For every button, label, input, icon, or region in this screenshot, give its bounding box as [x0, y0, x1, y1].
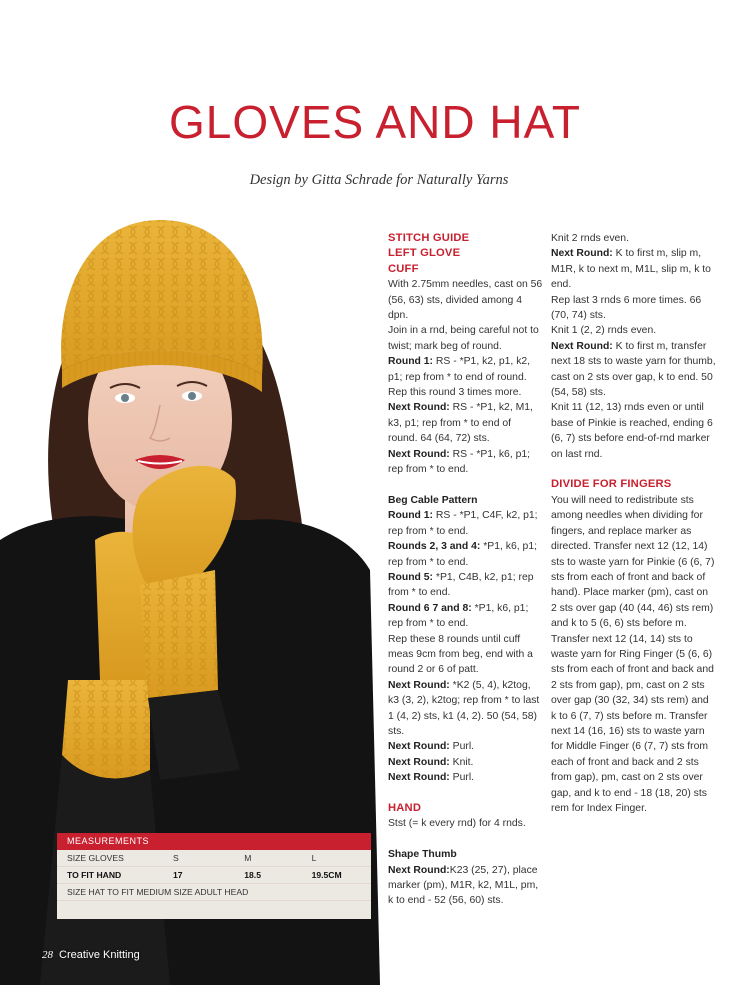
instruction-paragraph — [388, 570, 543, 601]
table-cell: 17 — [172, 870, 183, 880]
instruction-text: Knit 2 rnds even. — [551, 233, 629, 244]
instruction-paragraph — [551, 246, 716, 292]
instruction-paragraph — [551, 400, 716, 462]
round-label: Next Round: — [388, 864, 450, 876]
subsection-heading: Shape Thumb — [388, 849, 457, 861]
spacer — [388, 478, 543, 493]
spacer — [388, 786, 543, 801]
subsection-heading: Beg Cable Pattern — [388, 494, 478, 506]
spacer — [388, 832, 543, 847]
instruction-paragraph — [388, 739, 543, 754]
round-label: Next Round: — [388, 448, 450, 460]
instruction-text: *P1, k6, p1; rep from * to end. — [388, 541, 537, 568]
round-label: Next Round: — [388, 741, 450, 753]
instruction-paragraph — [388, 400, 543, 446]
round-label: Next Round: — [551, 340, 613, 352]
instruction-text: *P1, k6, p1; rep from * to end. — [388, 602, 529, 630]
round-label: Next Round: — [388, 402, 450, 414]
section-heading: DIVIDE FOR FINGERS — [551, 478, 672, 491]
table-cell: SIZE HAT TO FIT MEDIUM SIZE ADULT HEAD — [67, 887, 249, 897]
table-row — [57, 884, 371, 901]
round-label: Next Round: — [388, 772, 450, 784]
round-label: Round 1: — [388, 356, 434, 368]
instruction-paragraph — [388, 277, 543, 323]
round-label: Next Round: — [551, 248, 613, 260]
measurements-table — [57, 833, 371, 919]
table-cell: TO FIT HAND — [67, 870, 122, 880]
instruction-text: Rep this round 3 times more. — [388, 387, 522, 399]
instruction-paragraph — [388, 755, 543, 770]
instruction-paragraph — [551, 293, 716, 324]
section-heading: CUFF — [388, 262, 419, 275]
spacer — [551, 462, 716, 477]
instruction-text: Knit 1 (2, 2) rnds even. — [551, 325, 657, 337]
instruction-text: RS - *P1, C4F, k2, p1; rep from * to end. — [388, 510, 538, 537]
table-row — [57, 850, 371, 867]
designer-byline: Design by Gitta Schrade for Naturally Yarns — [249, 172, 509, 188]
page-footer — [42, 949, 140, 961]
table-cell: S — [172, 853, 179, 863]
round-label: Round 6 7 and 8: — [388, 602, 472, 614]
measurements-heading: MEASUREMENTS — [57, 833, 371, 850]
table-cell: 18.5 — [244, 870, 261, 880]
instruction-text: Knit. — [449, 756, 474, 768]
instruction-text: RS - *P1, k2, p1, k2, p1; rep from * to end of round. — [388, 356, 531, 383]
instruction-text: K to first m, transfer next 18 sts to waste yarn for thumb, cast on 2 sts over gap, k to end. 50 (54, 58) sts. — [551, 340, 716, 399]
instruction-paragraph — [388, 354, 543, 385]
instruction-paragraph — [388, 816, 543, 831]
section-heading: STITCH GUIDE — [388, 232, 470, 244]
instruction-text: RS - *P1, k6, p1; rep from * to end. — [388, 448, 531, 476]
round-label: Rounds 2, 3 and 4: — [388, 541, 481, 553]
instruction-paragraph — [551, 339, 716, 401]
instruction-text: Purl. — [449, 772, 475, 784]
instruction-text: Rep last 3 rnds 6 more times. 66 (70, 74) sts. — [551, 294, 702, 322]
pattern-column-1 — [388, 231, 543, 909]
page-number: 28 — [42, 949, 53, 961]
instruction-paragraph — [388, 539, 543, 570]
round-label: Next Round: — [388, 756, 450, 768]
instruction-text: With 2.75mm needles, cast on 56 (56, 63) sts, divided among 4 dpn. — [388, 279, 543, 322]
pattern-column-2 — [551, 231, 716, 816]
instruction-paragraph — [388, 447, 543, 478]
instruction-paragraph — [388, 678, 543, 740]
section-heading: HAND — [388, 802, 422, 814]
instruction-text: *P1, C4B, k2, p1; rep from * to end. — [388, 571, 534, 599]
instruction-text: *K2 (5, 4), k2tog, k3 (3, 2), k2tog; rep from * to last 1 (4, 2) sts, k1 (4, 2). 50 (54, 58) sts. — [388, 679, 540, 737]
table-row — [57, 867, 371, 884]
instruction-text: Knit 11 (12, 13) rnds even or until base of Pinkie is reached, ending 6 (6, 7) sts before end-of-rnd marker on last rnd. — [551, 402, 713, 460]
instruction-text: You will need to redistribute sts among needles when dividing for fingers, and replace marker as directed. Transfer next 12 (12, 14) sts to waste yarn for Pinkie (6 (6, 7) sts from each of front and back of hand). Place marker (pm), cast on 2 sts over gap (40 (44, 46) sts rem) and k to 5 (6, 6) sts before m. Transfer next 12 (14, 14) sts to waste yarn for Ring Finger (5 (6, 6) sts from each of front and back and 2 sts from gap), pm, cast on 2 sts over gap (30 (32, 34) sts rem) and k to 6 (7, 7) sts before m. Transfer next 14 (16, 16) sts to waste yarn for Middle Finger (6 (7, 7) sts from each of front and back and 2 sts from gap), pm, cast on 2 sts over gap, and k to end - 18 (18, 20) sts rem for Index Finger. — [551, 494, 715, 815]
instruction-paragraph — [388, 863, 543, 909]
instruction-paragraph — [551, 231, 716, 246]
instruction-text: Rep these 8 rounds until cuff meas 9cm from beg, end with a round 2 or 6 of patt. — [388, 633, 533, 676]
instruction-text: Stst (= k every rnd) for 4 rnds. — [388, 818, 526, 830]
instruction-paragraph — [551, 323, 716, 338]
instruction-text: Purl. — [449, 741, 475, 753]
instruction-paragraph — [388, 385, 543, 400]
instruction-paragraph — [388, 508, 543, 539]
table-cell: SIZE GLOVES — [67, 853, 124, 863]
table-cell: M — [244, 853, 252, 863]
instruction-text: Join in a rnd, being careful not to twist; mark beg of round. — [388, 325, 539, 352]
section-heading: LEFT GLOVE — [388, 247, 461, 260]
instruction-paragraph — [388, 323, 543, 354]
table-row-empty — [57, 901, 371, 919]
instruction-paragraph — [551, 493, 716, 817]
table-cell: L — [311, 853, 317, 863]
magazine-name: Creative Knitting — [59, 949, 140, 961]
instruction-paragraph — [388, 601, 543, 632]
page-title: GLOVES AND HAT — [169, 96, 581, 148]
round-label: Round 1: — [388, 510, 434, 522]
instruction-paragraph — [388, 770, 543, 785]
instruction-text: K23 (25, 27), place marker (pm), M1R, k2, M1L, pm, k to end - 52 (56, 60) sts. — [388, 864, 539, 907]
instruction-text: K to first m, slip m, M1R, k to next m, M1L, slip m, k to end. — [551, 248, 711, 291]
round-label: Next Round: — [388, 679, 450, 691]
round-label: Round 5: — [388, 571, 434, 583]
instruction-paragraph — [388, 632, 543, 678]
instruction-text: RS - *P1, k2, M1, k3, p1; rep from * to end of round. 64 (64, 72) sts. — [388, 402, 533, 445]
table-cell: 19.5CM — [311, 870, 342, 880]
